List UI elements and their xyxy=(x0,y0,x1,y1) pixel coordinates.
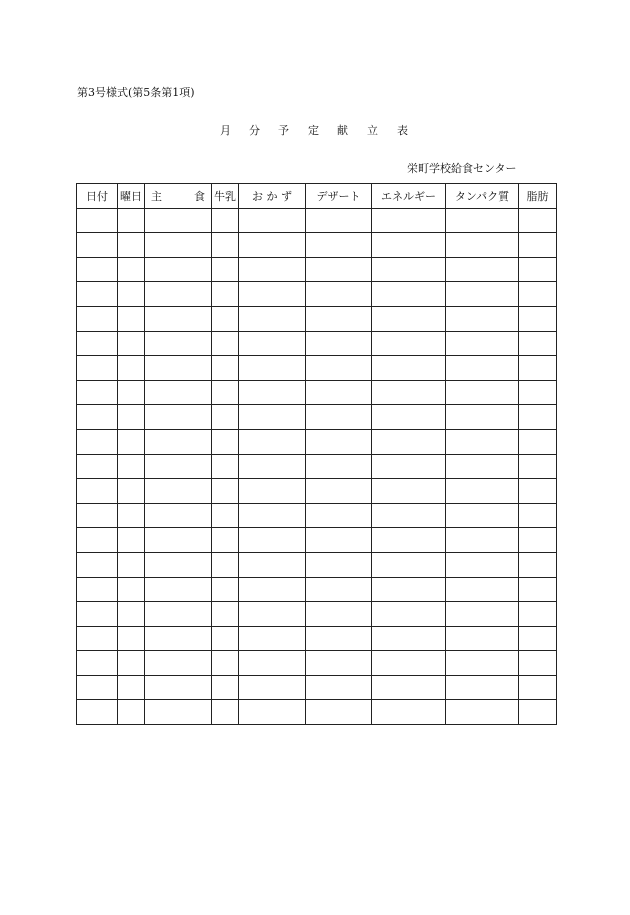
table-cell xyxy=(239,331,306,356)
issuer-name: 栄町学校給食センター xyxy=(407,162,517,175)
table-cell xyxy=(239,454,306,479)
table-cell xyxy=(77,454,118,479)
table-row xyxy=(77,602,557,627)
table-cell xyxy=(118,528,145,553)
table-cell xyxy=(519,602,557,627)
table-cell xyxy=(145,282,212,307)
table-cell xyxy=(239,700,306,725)
menu-table-body xyxy=(77,208,557,724)
table-cell xyxy=(118,651,145,676)
table-cell xyxy=(118,282,145,307)
title-char: 月 xyxy=(220,124,231,137)
table-cell xyxy=(519,380,557,405)
table-cell xyxy=(145,700,212,725)
table-cell xyxy=(372,306,446,331)
table-cell xyxy=(239,306,306,331)
title-char: 表 xyxy=(397,124,408,137)
table-cell xyxy=(212,429,239,454)
table-cell xyxy=(446,454,519,479)
table-cell xyxy=(306,306,372,331)
table-cell xyxy=(212,306,239,331)
table-cell xyxy=(239,577,306,602)
table-cell xyxy=(306,454,372,479)
table-cell xyxy=(118,306,145,331)
table-cell xyxy=(145,454,212,479)
table-cell xyxy=(306,331,372,356)
table-cell xyxy=(145,257,212,282)
table-cell xyxy=(446,675,519,700)
table-cell xyxy=(145,380,212,405)
table-cell xyxy=(118,380,145,405)
table-cell xyxy=(446,602,519,627)
table-row xyxy=(77,331,557,356)
table-cell xyxy=(239,282,306,307)
table-cell xyxy=(519,479,557,504)
table-cell xyxy=(145,552,212,577)
table-cell xyxy=(372,675,446,700)
table-cell xyxy=(118,503,145,528)
header-weekday: 曜日 xyxy=(118,184,145,209)
table-cell xyxy=(239,675,306,700)
table-cell xyxy=(306,651,372,676)
table-cell xyxy=(306,479,372,504)
table-cell xyxy=(118,257,145,282)
table-cell xyxy=(239,602,306,627)
table-cell xyxy=(145,479,212,504)
table-cell xyxy=(239,503,306,528)
table-cell xyxy=(239,429,306,454)
table-cell xyxy=(372,602,446,627)
table-cell xyxy=(212,675,239,700)
table-row xyxy=(77,356,557,381)
table-cell xyxy=(212,282,239,307)
table-cell xyxy=(212,233,239,258)
table-cell xyxy=(212,528,239,553)
table-cell xyxy=(446,380,519,405)
table-cell xyxy=(239,233,306,258)
table-cell xyxy=(77,577,118,602)
table-cell xyxy=(446,306,519,331)
table-cell xyxy=(77,233,118,258)
table-cell xyxy=(118,675,145,700)
table-cell xyxy=(77,282,118,307)
table-cell xyxy=(306,429,372,454)
header-staple-left: 主 xyxy=(151,189,162,203)
table-cell xyxy=(212,479,239,504)
table-row xyxy=(77,528,557,553)
table-cell xyxy=(446,405,519,430)
table-row xyxy=(77,479,557,504)
table-row xyxy=(77,282,557,307)
table-cell xyxy=(306,528,372,553)
table-cell xyxy=(145,233,212,258)
table-cell xyxy=(306,233,372,258)
table-cell xyxy=(77,675,118,700)
table-row xyxy=(77,429,557,454)
table-cell xyxy=(212,331,239,356)
table-cell xyxy=(519,233,557,258)
table-cell xyxy=(145,602,212,627)
table-cell xyxy=(77,208,118,233)
table-cell xyxy=(372,552,446,577)
header-side-dish: お か ず xyxy=(239,184,306,209)
table-cell xyxy=(519,331,557,356)
table-cell xyxy=(446,577,519,602)
table-cell xyxy=(372,282,446,307)
table-cell xyxy=(306,405,372,430)
table-row xyxy=(77,454,557,479)
table-cell xyxy=(519,306,557,331)
table-row xyxy=(77,208,557,233)
menu-table xyxy=(76,183,557,725)
table-cell xyxy=(212,700,239,725)
table-cell xyxy=(306,380,372,405)
header-date: 日付 xyxy=(77,184,118,209)
table-cell xyxy=(372,503,446,528)
table-cell xyxy=(306,208,372,233)
table-cell xyxy=(446,479,519,504)
header-milk: 牛乳 xyxy=(212,184,239,209)
table-cell xyxy=(118,577,145,602)
table-cell xyxy=(306,700,372,725)
table-cell xyxy=(118,233,145,258)
table-cell xyxy=(77,479,118,504)
table-cell xyxy=(212,503,239,528)
table-cell xyxy=(372,356,446,381)
table-cell xyxy=(372,528,446,553)
table-cell xyxy=(212,208,239,233)
table-cell xyxy=(239,651,306,676)
table-cell xyxy=(446,552,519,577)
table-cell xyxy=(239,257,306,282)
header-energy: エネルギー xyxy=(372,184,446,209)
title-char: 予 xyxy=(278,124,289,137)
title-char: 立 xyxy=(367,124,378,137)
table-cell xyxy=(118,208,145,233)
header-staple-right: 食 xyxy=(194,189,205,203)
table-cell xyxy=(77,356,118,381)
table-cell xyxy=(239,552,306,577)
table-row xyxy=(77,675,557,700)
table-cell xyxy=(118,331,145,356)
table-cell xyxy=(212,405,239,430)
table-cell xyxy=(372,577,446,602)
table-cell xyxy=(212,577,239,602)
table-row xyxy=(77,306,557,331)
table-cell xyxy=(519,503,557,528)
table-cell xyxy=(77,405,118,430)
table-cell xyxy=(519,651,557,676)
table-cell xyxy=(77,700,118,725)
header-staple-food xyxy=(145,184,212,209)
table-cell xyxy=(306,257,372,282)
table-row xyxy=(77,503,557,528)
table-cell xyxy=(519,528,557,553)
table-cell xyxy=(372,380,446,405)
table-cell xyxy=(446,651,519,676)
table-cell xyxy=(306,503,372,528)
table-cell xyxy=(145,429,212,454)
table-row xyxy=(77,552,557,577)
table-cell xyxy=(446,528,519,553)
table-cell xyxy=(118,356,145,381)
table-cell xyxy=(145,626,212,651)
table-cell xyxy=(306,577,372,602)
header-dessert: デザート xyxy=(306,184,372,209)
table-cell xyxy=(118,405,145,430)
table-cell xyxy=(446,356,519,381)
table-cell xyxy=(519,257,557,282)
table-cell xyxy=(519,675,557,700)
table-cell xyxy=(145,651,212,676)
form-number: 第3号様式(第5条第1項) xyxy=(77,86,195,99)
table-cell xyxy=(519,282,557,307)
table-cell xyxy=(446,626,519,651)
table-cell xyxy=(239,479,306,504)
table-cell xyxy=(118,626,145,651)
header-protein: タンパク質 xyxy=(446,184,519,209)
table-cell xyxy=(519,208,557,233)
table-cell xyxy=(145,405,212,430)
table-cell xyxy=(212,454,239,479)
table-cell xyxy=(372,651,446,676)
table-cell xyxy=(118,552,145,577)
table-cell xyxy=(519,405,557,430)
table-cell xyxy=(446,282,519,307)
table-cell xyxy=(145,208,212,233)
table-row xyxy=(77,405,557,430)
table-cell xyxy=(372,257,446,282)
title-char: 分 xyxy=(249,124,260,137)
table-row xyxy=(77,233,557,258)
table-cell xyxy=(372,405,446,430)
table-cell xyxy=(372,233,446,258)
title-char: 献 xyxy=(337,124,348,137)
table-cell xyxy=(239,356,306,381)
table-cell xyxy=(77,503,118,528)
table-cell xyxy=(212,651,239,676)
table-cell xyxy=(239,405,306,430)
table-cell xyxy=(145,331,212,356)
table-cell xyxy=(306,675,372,700)
table-cell xyxy=(372,626,446,651)
table-cell xyxy=(145,528,212,553)
table-cell xyxy=(77,306,118,331)
table-cell xyxy=(306,626,372,651)
table-cell xyxy=(145,356,212,381)
table-cell xyxy=(372,700,446,725)
table-cell xyxy=(372,331,446,356)
table-cell xyxy=(446,257,519,282)
table-cell xyxy=(77,257,118,282)
table-cell xyxy=(519,429,557,454)
table-cell xyxy=(212,356,239,381)
table-cell xyxy=(239,208,306,233)
table-row xyxy=(77,380,557,405)
table-cell xyxy=(372,479,446,504)
table-cell xyxy=(145,675,212,700)
title-char: 定 xyxy=(308,124,319,137)
header-fat: 脂肪 xyxy=(519,184,557,209)
table-cell xyxy=(145,577,212,602)
table-cell xyxy=(446,233,519,258)
table-cell xyxy=(77,552,118,577)
table-cell xyxy=(519,454,557,479)
table-row xyxy=(77,257,557,282)
table-cell xyxy=(519,700,557,725)
table-cell xyxy=(77,380,118,405)
table-cell xyxy=(446,700,519,725)
table-cell xyxy=(118,602,145,627)
table-cell xyxy=(212,626,239,651)
table-row xyxy=(77,626,557,651)
table-header-row xyxy=(77,184,557,209)
table-cell xyxy=(212,602,239,627)
table-cell xyxy=(212,552,239,577)
table-cell xyxy=(306,356,372,381)
table-cell xyxy=(372,208,446,233)
table-cell xyxy=(372,429,446,454)
table-row xyxy=(77,577,557,602)
table-cell xyxy=(77,429,118,454)
table-cell xyxy=(212,380,239,405)
table-cell xyxy=(446,503,519,528)
table-cell xyxy=(306,552,372,577)
table-cell xyxy=(145,306,212,331)
table-cell xyxy=(239,528,306,553)
table-cell xyxy=(77,331,118,356)
table-cell xyxy=(446,208,519,233)
table-cell xyxy=(519,577,557,602)
table-cell xyxy=(519,356,557,381)
table-cell xyxy=(118,700,145,725)
table-cell xyxy=(77,651,118,676)
table-cell xyxy=(77,602,118,627)
table-cell xyxy=(446,331,519,356)
table-cell xyxy=(519,626,557,651)
table-cell xyxy=(118,479,145,504)
table-cell xyxy=(446,429,519,454)
table-cell xyxy=(145,503,212,528)
table-cell xyxy=(118,454,145,479)
table-cell xyxy=(77,528,118,553)
table-row xyxy=(77,651,557,676)
table-cell xyxy=(306,602,372,627)
table-cell xyxy=(519,552,557,577)
table-cell xyxy=(118,429,145,454)
table-cell xyxy=(306,282,372,307)
table-cell xyxy=(239,380,306,405)
table-cell xyxy=(239,626,306,651)
table-cell xyxy=(372,454,446,479)
table-cell xyxy=(77,626,118,651)
table-cell xyxy=(212,257,239,282)
table-row xyxy=(77,700,557,725)
